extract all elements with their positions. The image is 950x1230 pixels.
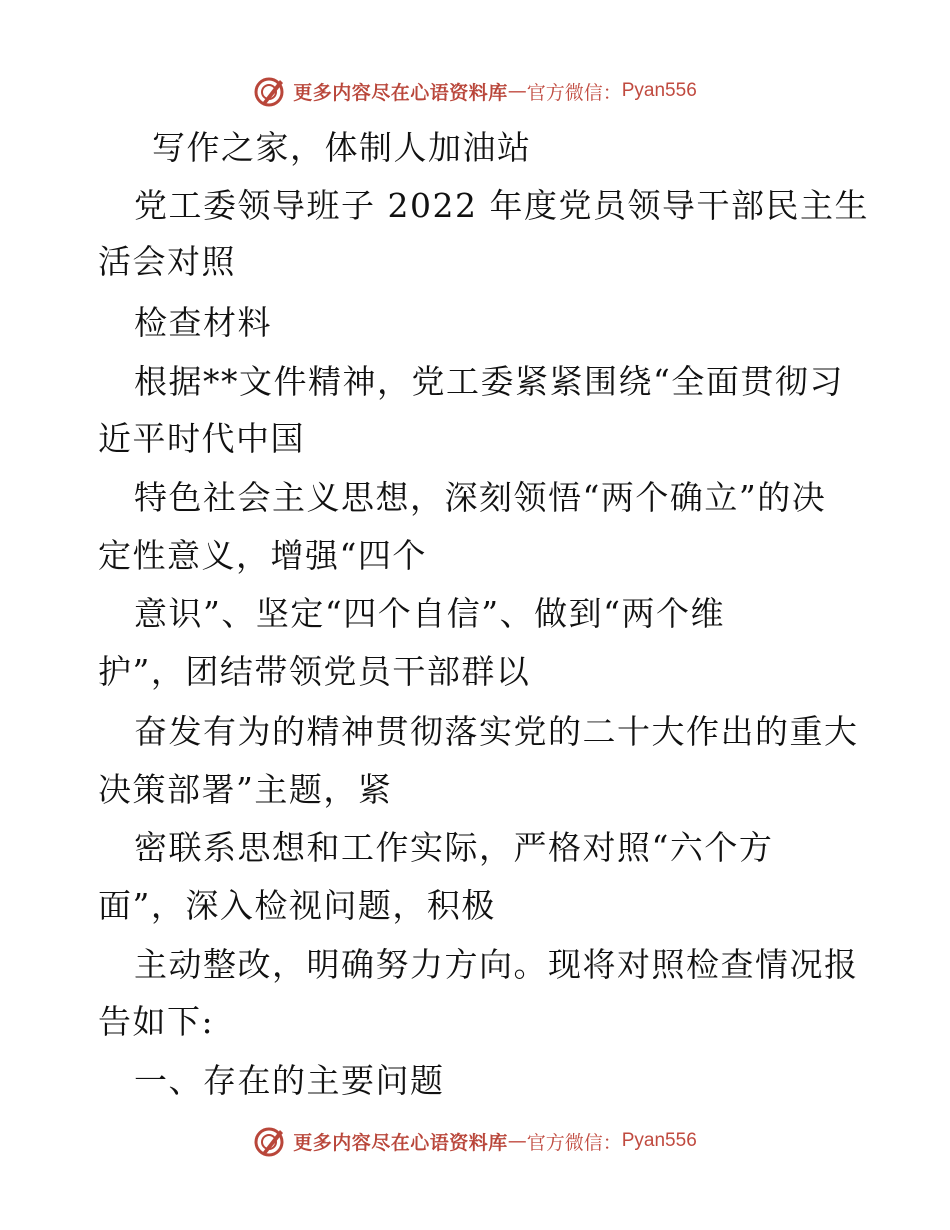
paragraph-line: 根据**文件精神，党工委紧紧围绕“全面贯彻习 [134,362,844,401]
paragraph-line: 告如下: [98,1002,215,1041]
watermark-dash: — [507,1130,527,1152]
paragraph-line: 奋发有为的精神贯彻落实党的二十大作出的重大 [134,712,859,751]
paragraph-line: 决策部署”主题，紧 [98,770,393,809]
site-slogan: 写作之家，体制人加油站 [152,128,532,167]
footer-watermark [0,1121,950,1161]
header-watermark [0,71,950,111]
watermark-wechat-id: Pyan556 [621,1130,697,1151]
watermark-dash: — [507,80,527,102]
watermark-wechat-id: Pyan556 [621,80,697,101]
quill-seal-logo-icon [253,1124,287,1158]
paragraph-line: 意识”、坚定“四个自信”、做到“两个维 [134,594,725,633]
watermark-brand: 更多内容尽在心语资料库 [293,1131,508,1154]
watermark-label: 官方微信： [526,81,622,104]
watermark-brand: 更多内容尽在心语资料库 [293,81,508,104]
paragraph-line: 面”，深入检视问题，积极 [98,886,496,925]
watermark-label: 官方微信： [526,1131,622,1154]
doc-title-line-2: 活会对照 [98,242,236,281]
paragraph-line: 护”，团结带领党员干部群以 [98,652,531,691]
section-heading: 一、存在的主要问题 [134,1061,445,1100]
quill-seal-logo-icon [253,74,287,108]
paragraph-line: 密联系思想和工作实际，严格对照“六个方 [134,828,774,867]
paragraph-line: 主动整改，明确努力方向。现将对照检查情况报 [134,945,859,984]
doc-title-line-1: 党工委领导班子 2022 年度党员领导干部民主生 [134,186,869,225]
doc-title-line-3: 检查材料 [134,303,272,342]
paragraph-line: 定性意义，增强“四个 [98,536,427,575]
paragraph-line: 特色社会主义思想，深刻领悟“两个确立”的决 [134,478,827,517]
paragraph-line: 近平时代中国 [98,419,305,458]
